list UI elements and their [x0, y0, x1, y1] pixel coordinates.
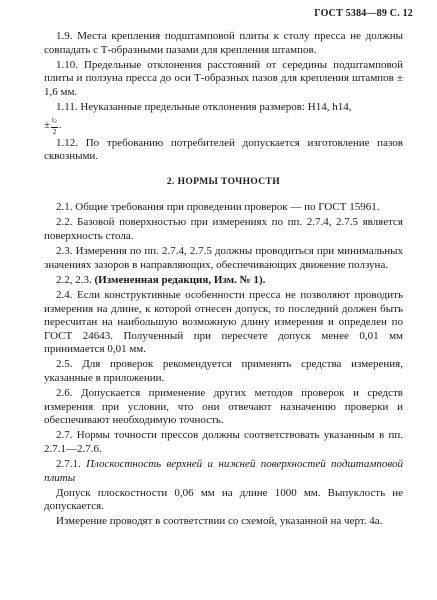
clause-2-7: 2.7. Нормы точности прессов должны соответствовать указанным в пп. 2.7.1—2.7.6. [44, 429, 403, 455]
clause-1-10: 1.10. Предельные отклонения расстояний от середины подштамповой плиты и ползуна пресса до оси Т-образных пазов для крепления штампов ± 1,6 мм. [44, 58, 403, 98]
plus-minus-sign: ± [44, 118, 51, 131]
clause-1-11: 1.11. Неуказанные предельные отклонения размеров: H14, h14, [56, 100, 352, 113]
clause-2-1: 2.1. Общие требования при проведении проверок — по ГОСТ 15961. [56, 201, 380, 214]
page-header: ГОСТ 5384—89 С. 12 [314, 8, 413, 19]
clause-2-2-2-3-amendment [44, 274, 403, 288]
clause-2-7-1 [44, 458, 403, 485]
clause-2-4: 2.4. Если конструктивные особенности пресса не позволяют проводить измерения на длине, к которой отнесен допуск, то последний должен быть пересчитан на наибольшую возможную длину измерения и определен по ГОСТ 24643. Полученный при пересчете допуск менее 0,01 мм принимается 0,01 мм. [44, 288, 403, 356]
amendment-prefix: 2.2, 2.3. [56, 273, 92, 286]
clause-2-6: 2.6. Допускается применение других методов проверок и средств измерения при условии, что они отвечают назначению проверки и обеспечивают необходимую точность. [44, 387, 403, 427]
amendment-note: (Измененная редакция, Изм. № 1). [94, 273, 266, 286]
numerator-subscript: 2 [54, 119, 57, 126]
fraction-numerator [51, 116, 58, 128]
fraction-denominator: 2 [52, 126, 57, 136]
clause-2-7-1-title: Плоскостность верхней и нижней поверхностей подштамповой плиты [44, 458, 403, 484]
clause-1-9: 1.9. Места крепления подштамповой плиты к столу пресса не должны совпадать с Т-образными пазами для крепления штампов. [44, 30, 403, 56]
clause-1-11-formula [44, 116, 403, 135]
clause-2-7-1-measurement: Измерение проводят в соответствии со схемой, указанной на черт. 4а. [56, 515, 383, 528]
numerator-symbol: t [52, 115, 55, 125]
document-body [44, 30, 403, 531]
formula-period: . [58, 119, 62, 132]
clause-2-7-1-tolerance: Допуск плоскостности 0,06 мм на длине 1000 мм. Выпуклость не допускается. [44, 486, 403, 513]
tolerance-fraction [51, 116, 58, 135]
clause-2-2: 2.2. Базовой поверхностью при измерениях по пп. 2.7.4, 2.7.5 является поверхность стола. [44, 216, 403, 243]
clause-2-7-1-number: 2.7.1. [56, 458, 81, 471]
section-title: 2. НОРМЫ ТОЧНОСТИ [166, 176, 281, 187]
clause-1-12: 1.12. По требованию потребителей допускается изготовление пазов сквозными. [44, 136, 403, 163]
clause-2-5: 2.5. Для проверок рекомендуется применять средства измерения, указанные в приложении. [44, 358, 403, 384]
clause-2-3: 2.3. Измерения по пп. 2.7.4, 2.7.5 должны проводиться при минимальных значениях зазоров в направляющих, обеспечивающих движение ползуна. [44, 245, 403, 271]
